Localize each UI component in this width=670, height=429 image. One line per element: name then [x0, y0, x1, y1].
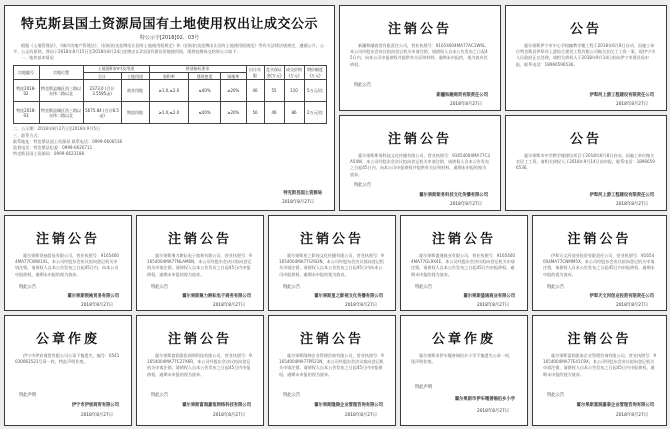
- cell-step: 2万元/次: [304, 102, 326, 124]
- card-company: 霍尔果斯盛通商业有限公司: [463, 294, 515, 299]
- table-row: [13, 80, 326, 102]
- card-body: 霍尔果斯市中学教学楼建设项目于2018年6月8日启动，因施工单位拖欠农民工工资，请相关债权人于2018年9月14日前申报，联系电话：18966596536。: [516, 153, 655, 171]
- card-body: 霍尔果斯领袖贸易有限公司，营业执照号：91654004MA77CWW1XL，本公司经股东会决议拟向登记机关申请注销，请债权人自本公告发布之日起45日内，向本公司申报债权，逾期未申报的视为放弃。: [15, 253, 120, 277]
- card-title: 注销公告: [167, 332, 232, 347]
- footer-line: 监督电话：特克斯县纪委：0999-6626711: [13, 145, 93, 151]
- card-company: 霍尔果斯隆锦企业管理咨询有限公司: [314, 403, 383, 408]
- card-company: 伊犁河上游工程建设有限责任公司: [589, 93, 654, 98]
- card-body: 霍尔果斯聚力耕耘电子商务有限公司，营业执照号：91654004MA77NLAM6N，本公司经股东会决议拟向登记机关申请注销，请债权人自本公告发布之日起45日内申报债权，逾期未申报的视为放弃。: [147, 253, 252, 277]
- notice-signature: 特克斯县国土资源局: [283, 191, 322, 196]
- notice-card: [136, 215, 264, 311]
- cell-total: 2373.0 (合计3.5595亩): [83, 80, 121, 102]
- cell-green: ≥20%: [220, 80, 246, 102]
- notice-number: 特公示字[2018]02、03号: [139, 35, 200, 41]
- table-row: [13, 102, 326, 124]
- cell-deposit: 55: [264, 80, 284, 102]
- card-body: 新疆和融商贸有限责任公司，营业执照号：91654004MA77AC1W6L，本公司经股东会决议拟向登记机关申请注销，请债权人自本公告发布之日起45日内，向本公司申报债权并提供有关证明材料。逾期未申报的，视为放弃其债权。: [350, 43, 490, 67]
- cell-years: 50: [246, 102, 264, 124]
- th-total: 合计: [83, 73, 121, 80]
- card-company: 霍尔果斯领袖贸易有限公司: [67, 294, 119, 299]
- notice-card: [4, 215, 132, 311]
- card-date: 2018年8月27日: [449, 102, 482, 107]
- card-company: 霍尔果斯聚力耕耘电子商务有限公司: [182, 294, 251, 299]
- card-company: 新疆和融商贸有限责任公司: [436, 93, 488, 98]
- card-date: 2018年8月27日: [615, 202, 648, 207]
- cell-use: 商业用地: [121, 80, 149, 102]
- card-body: 霍尔果斯富润嘉泰企业管理咨询有限公司，营业执照号：91654004MA77E41C9X，本公司经股东会决议拟向登记机关申请注销，请债权人自本公告发布之日起45日内申报债权，逾期未申报的视为放弃。: [543, 353, 656, 377]
- th-price: 成交价格(万元): [284, 65, 304, 80]
- card-date: 2018年8月27日: [615, 303, 648, 308]
- card-sign: 特此公告: [547, 285, 565, 290]
- cell-ratio: ≥1.0,≤2.0: [149, 102, 189, 124]
- card-company: 霍尔果斯富润嘉恒网络科技有限公司: [182, 403, 251, 408]
- card-title: 公告: [569, 22, 602, 37]
- notice-card: [339, 115, 501, 211]
- card-date: 2018年8月27日: [344, 303, 377, 308]
- notice-card: [505, 5, 667, 111]
- card-body: 伊犁天文河创业投资有限责任公司，营业执照号：91654004MA77CNMM5X，本公司经股东会决议拟向登记机关申请注销，请债权人自本公告发布之日起45日内申报债权，逾期未申报的视为放弃。: [543, 253, 655, 277]
- cell-use: 物流用地: [121, 102, 149, 124]
- cell-step: 5万元/次: [304, 80, 326, 102]
- card-sign: 特此公告: [354, 183, 372, 188]
- notice-card: [268, 215, 396, 311]
- card-sign: 特此公告: [19, 285, 37, 290]
- card-body: 霍尔果斯伊宁市中心学校幢教学楼工程于2018年6月8日启动，因施工单位特克斯县伊犁河上游综合建设工程有限公司拖欠农民工工资一案，现伊宁市人民政府正在处理，请相关债权人于2018年9月14日前向伊宁市建设局申报，联系电话：18966596536。: [516, 43, 656, 67]
- notice-card: [400, 315, 528, 426]
- footer-line: 特克斯县国土资源局：0999-6623188: [13, 151, 85, 157]
- th-years: 出让年限: [246, 65, 264, 80]
- card-title: 公章作废: [431, 332, 496, 347]
- notice-card: [532, 215, 667, 311]
- th-step: 增价幅度(万元): [304, 65, 326, 80]
- cell-years: 40: [246, 80, 264, 102]
- card-date: 2018年8月27日: [212, 303, 245, 308]
- card-title: 公章作废: [35, 332, 100, 347]
- th-deposit: 竞买保证金(万元): [264, 65, 284, 80]
- card-sign: 特此公告: [151, 393, 169, 398]
- card-company: 霍尔果斯斯务科技文化传播有限公司: [419, 193, 488, 198]
- th-green: 绿地率: [220, 73, 246, 80]
- card-date: 2018年8月27日: [212, 413, 245, 418]
- card-date: 2018年8月27日: [476, 409, 509, 414]
- card-title: 注销公告: [567, 232, 632, 247]
- cell-price: 110: [284, 80, 304, 102]
- card-date: 2018年8月27日: [344, 413, 377, 418]
- notice-card: [268, 315, 396, 426]
- card-sign: 特此公告: [547, 393, 565, 398]
- card-title: 注销公告: [387, 22, 452, 37]
- th-ratio: 容积率: [149, 73, 189, 80]
- notice-title: 特克斯县国土资源局国有土地使用权出让成交公示: [20, 17, 318, 32]
- card-date: 2018年8月27日: [476, 303, 509, 308]
- card-date: 2018年8月27日: [615, 413, 648, 418]
- card-sign: 特此公告: [415, 285, 433, 290]
- card-body: 霍尔果斯星之影视文化传播有限公司，营业执照号：91654004MA77GY83N，本公司经股东会决议拟向登记机关申请注销，请债权人自本公告发布之日起45日内向本公司申报债权，逾期未申报的视为放弃。: [279, 253, 384, 277]
- cell-deposit: 46: [264, 102, 284, 124]
- card-sign: 特此声明: [19, 393, 37, 398]
- cell-density: ≤40%: [189, 80, 221, 102]
- th-parcel: 宗地编号: [13, 65, 39, 80]
- card-body: 霍尔果斯盛通商业有限公司，营业执照号：91654004MA77GL9X4E，本公司经股东会决议拟向登记机关申请注销，请债权人自本公告发布之日起45日内申报债权，逾期未申报的视为放弃。: [411, 253, 516, 277]
- card-title: 注销公告: [299, 332, 364, 347]
- card-sign: 特此公告: [354, 83, 372, 88]
- notice-card: [136, 315, 264, 426]
- cell-loc: 特克斯县城区西三路以东纬二路以北: [39, 102, 83, 124]
- card-title: 注销公告: [167, 232, 232, 247]
- card-company: 伊犁河上游工程建设有限责任公司: [589, 193, 654, 198]
- cell-green: ≥20%: [220, 102, 246, 124]
- cell-price: 86: [284, 102, 304, 124]
- card-sign: 特此声明: [415, 385, 433, 390]
- notice-date: 2018年8月27日: [281, 200, 314, 205]
- footer-line: 联系地址：特克斯县国土资源局 联系电话：0999-6606536: [13, 138, 123, 144]
- th-use: 土地用途: [121, 73, 149, 80]
- card-body: 霍尔果斯隆锦企业管理咨询有限公司，营业执照号：91654004MA77PR21N，本公司经股东会决议拟向登记机关申请注销，请债权人自本公告发布之日起45日内申报债权，逾期未申报的视为放弃。: [279, 353, 384, 377]
- parcel-table: [13, 65, 327, 125]
- cell-density: ≤40%: [189, 102, 221, 124]
- th-location: 宗地位置: [39, 65, 83, 80]
- card-sign: 特此公告: [283, 285, 301, 290]
- land-transfer-notice: [4, 5, 335, 211]
- card-body: 霍尔果斯斯务科技文化传播有限公司，营业执照号：91654004MA77C3A54W，本公司经股东会决议拟向登记机关申请注销，请债权人自本公告发布之日起45日内，向本公司申报债权并提供有关证明材料，逾期未申报的视为放弃。: [350, 153, 490, 177]
- card-sign: 特此公告: [283, 393, 301, 398]
- notice-card: [400, 215, 528, 311]
- th-area: 土地面积(m²)及用途: [83, 65, 149, 72]
- card-title: 注销公告: [567, 332, 632, 347]
- cell-ratio: ≥1.0,≤2.0: [149, 80, 189, 102]
- card-date: 2018年8月27日: [449, 202, 482, 207]
- card-date: 2018年8月27日: [615, 102, 648, 107]
- card-title: 公告: [569, 132, 602, 147]
- th-density: 建筑密度: [189, 73, 221, 80]
- notice-card: [532, 315, 667, 426]
- card-company: 霍尔果斯市伊车嘎善锡伯乡小学: [454, 397, 515, 402]
- th-plan: 规划指标要求: [149, 65, 246, 72]
- notice-section-1: 一、地块基本情况: [21, 55, 54, 61]
- card-title: 注销公告: [35, 232, 100, 247]
- card-title: 注销公告: [431, 232, 496, 247]
- card-body: 霍尔果斯富润嘉恒网络科技有限公司，营业执照号：91654004MA77C27X6R，本公司经股东会决议拟向登记机关申请注销，请债权人自本公告发布之日起45日内申报债权，逾期未申报的视为放弃。: [147, 353, 252, 377]
- cell-loc: 特克斯县城区西三路以东纬二路以北: [39, 80, 83, 102]
- footer-line: 二、公示期：2018年8月27日至2018年9月5日: [13, 126, 101, 132]
- cell-id: 特挂2018-03: [13, 102, 39, 124]
- notice-card: [339, 5, 501, 111]
- card-date: 2018年8月27日: [80, 303, 113, 308]
- footer-line: 三、联系方式：: [13, 132, 42, 138]
- card-company: 霍尔果斯星之影视文化传播有限公司: [314, 294, 383, 299]
- card-company: 霍尔果斯富润嘉泰企业管理咨询有限公司: [576, 403, 654, 408]
- cell-total: 5675.84 (合计8.5亩): [83, 102, 121, 124]
- card-body: 霍尔果斯市伊车嘎善锡伯乡小学不慎遗失公章一枚，现声明作废。: [411, 353, 514, 365]
- notice-card: [505, 115, 667, 211]
- notice-card: [4, 315, 132, 426]
- card-body: 伊宁市伊宸商贸有限公司公章不慎遗失，编号：6541030063521号章一枚，特此声明作废。: [15, 353, 120, 365]
- card-company: 伊宁市伊宸商贸有限公司: [71, 403, 119, 408]
- cell-id: 特挂2018-02: [13, 80, 39, 102]
- card-title: 注销公告: [387, 132, 452, 147]
- card-company: 伊犁天文河创业投资有限责任公司: [589, 294, 654, 299]
- card-date: 2018年8月27日: [80, 413, 113, 418]
- notice-intro: 根据《土地管理法》、《城市房地产管理法》、《招标拍卖挂牌出让国有土地使用权规定》和《招标拍卖挂牌出让国有土地使用权规范》等有关法律法规规定，遵循公开、公平、公正的原则，我局于2018年8月15日至2018年8月24日挂牌出让2宗国有建设用地使用权，现将挂牌成交结果公示如下：: [13, 43, 324, 55]
- card-title: 注销公告: [299, 232, 364, 247]
- card-sign: 特此公告: [151, 285, 169, 290]
